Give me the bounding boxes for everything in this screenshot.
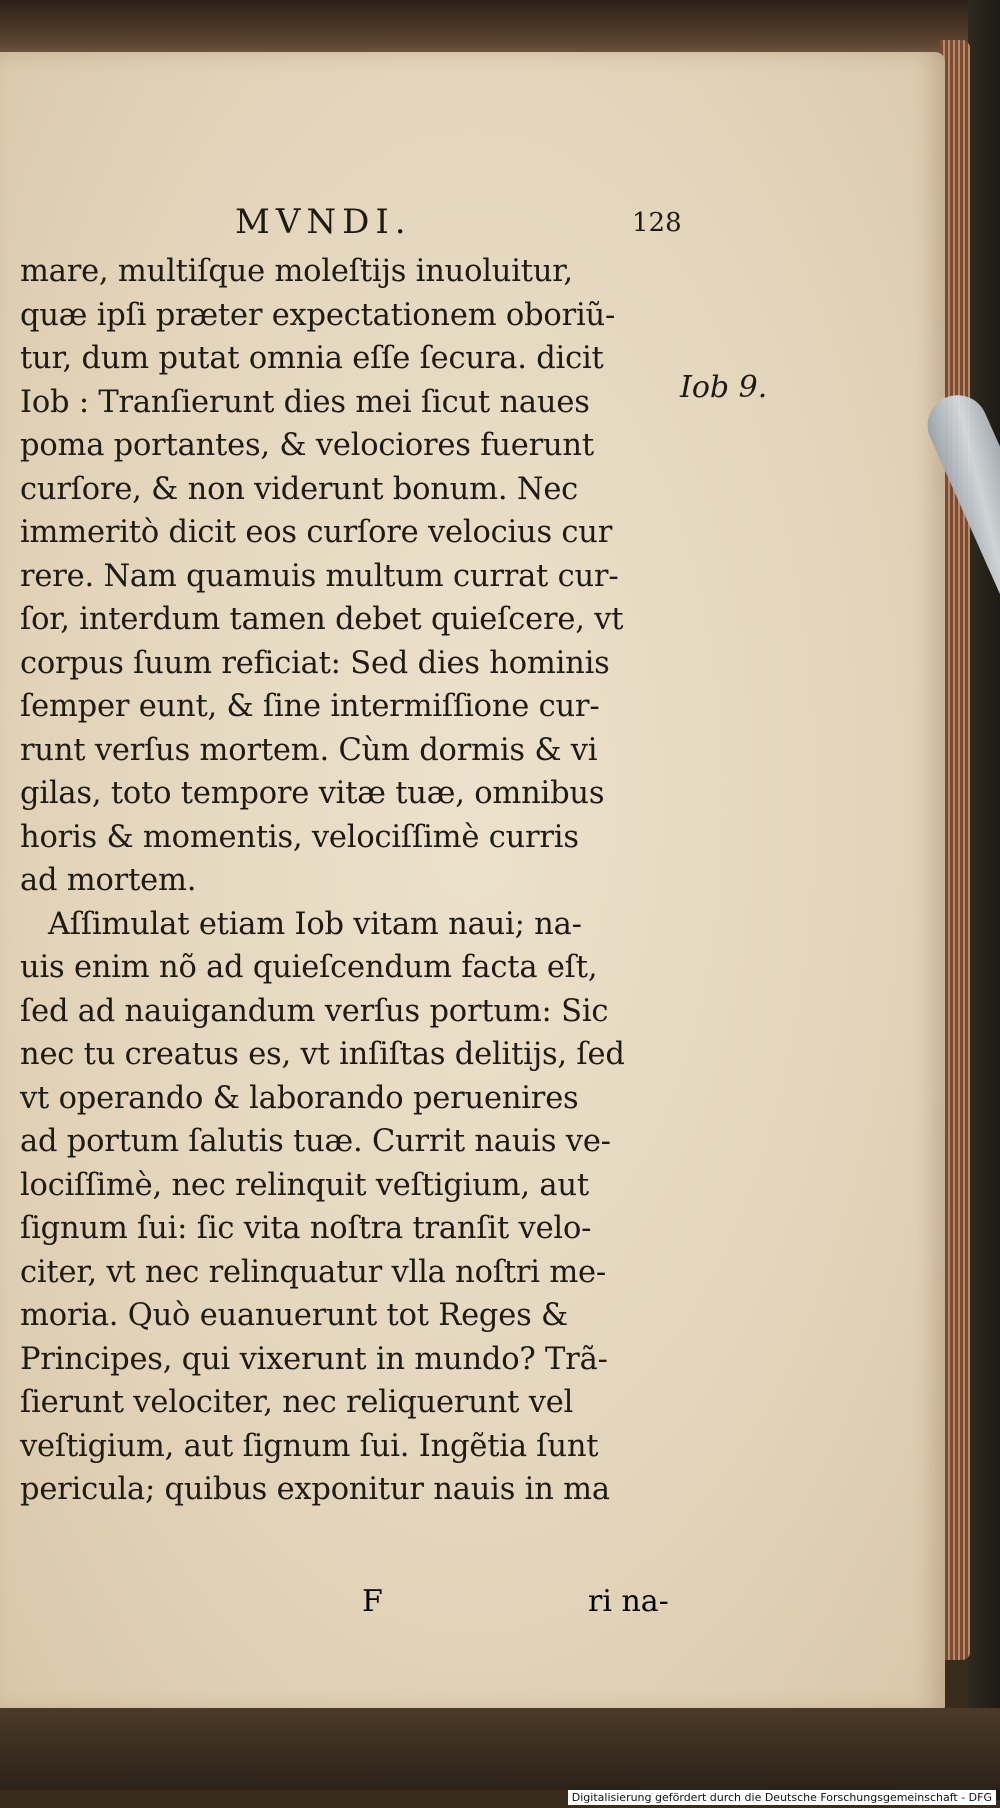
page-number: 128 <box>632 208 682 238</box>
text-line: vt operando & laborando peruenires <box>20 1080 579 1116</box>
text-line: citer, vt nec relinquatur vlla noſtri me- <box>20 1254 606 1290</box>
text-line: immeritò dicit eos curſore velocius cur <box>20 515 613 550</box>
scan-bottom-edge <box>0 1708 1000 1790</box>
main-text <box>20 202 680 1512</box>
catchword: ri na- <box>588 1584 669 1619</box>
text-line: Principes, qui vixerunt in mundo? Trã- <box>20 1341 608 1377</box>
text-line: nec tu creatus es, vt inſiſtas delitijs, ſed <box>20 1037 625 1072</box>
text-line: veſtigium, aut ſignum ſui. Ingẽtia ſunt <box>20 1428 599 1464</box>
text-line: ad portum ſalutis tuæ. Currit nauis ve- <box>20 1124 611 1159</box>
text-line: horis & momentis, velociſſimè curris <box>20 819 579 855</box>
text-line: lociſſimè, nec relinquit veſtigium, aut <box>20 1167 589 1203</box>
page-header <box>20 202 680 250</box>
text-line: tur, dum putat omnia eſſe ſecura. dicit <box>20 341 604 376</box>
text-line: moria. Quò euanuerunt tot Reges & <box>20 1298 568 1333</box>
margin-note: Iob 9. <box>680 370 768 405</box>
text-line: corpus ſuum reficiat: Sed dies hominis <box>20 645 610 681</box>
text-line: uis enim nõ ad quieſcendum facta eſt, <box>20 950 598 985</box>
text-line: quæ ipſi præter expectationem oboriũ- <box>20 297 616 333</box>
digitization-credit: Digitalisierung gefördert durch die Deutsche Forschungsgemeinschaft - DFG <box>568 1790 996 1805</box>
scan-right-edge <box>968 0 1000 1800</box>
text-line: poma portantes, & velociores fuerunt <box>20 428 594 463</box>
text-line: gilas, toto tempore vitæ tuæ, omnibus <box>20 776 605 811</box>
running-head: MVNDI. <box>235 202 412 242</box>
book-page <box>0 52 945 1712</box>
text-line: runt verſus mortem. Cùm dormis & vi <box>20 732 598 768</box>
text-line: ſemper eunt, & ſine intermiſſione cur- <box>20 689 600 724</box>
text-line: curſore, & non viderunt bonum. Nec <box>20 471 579 507</box>
text-line: mare, multiſque moleſtijs inuoluitur, <box>20 254 573 289</box>
text-line: ſor, interdum tamen debet quieſcere, vt <box>20 602 624 637</box>
text-line: rere. Nam quamuis multum currat cur- <box>20 558 619 594</box>
text-line: pericula; quibus exponitur nauis in ma <box>20 1472 610 1507</box>
paragraph-start-line: Aſſimulat etiam Iob vitam naui; na- <box>48 906 582 942</box>
text-line: Iob : Tranſierunt dies mei ſicut naues <box>20 384 590 420</box>
text-line: ſierunt velociter, nec reliquerunt vel <box>20 1385 574 1420</box>
signature-mark: F <box>362 1584 383 1619</box>
text-line: ad mortem. <box>20 863 197 898</box>
page-footer <box>20 1584 680 1628</box>
text-line: ſignum ſui: ſic vita noſtra tranſit velo- <box>20 1211 592 1246</box>
text-line: ſed ad nauigandum verſus portum: Sic <box>20 993 609 1029</box>
